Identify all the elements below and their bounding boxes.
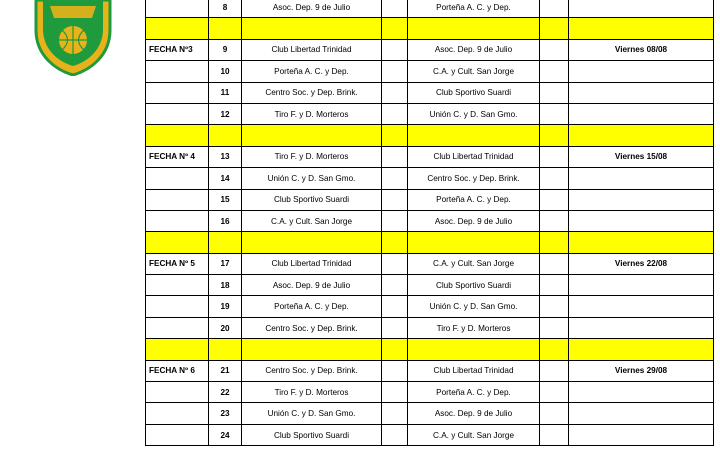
home-score bbox=[382, 360, 408, 381]
match-row bbox=[146, 61, 714, 82]
away-team: Club Libertad Trinidad bbox=[408, 146, 540, 167]
away-score bbox=[540, 168, 569, 189]
separator-cell bbox=[382, 125, 408, 146]
fecha-label bbox=[146, 0, 209, 18]
away-team: Unión C. y D. San Gmo. bbox=[408, 296, 540, 317]
away-score bbox=[540, 189, 569, 210]
match-date: Viernes 29/08 bbox=[569, 360, 714, 381]
match-date bbox=[569, 403, 714, 424]
away-score bbox=[540, 317, 569, 338]
home-team: Centro Soc. y Dep. Brink. bbox=[242, 317, 382, 338]
home-score bbox=[382, 382, 408, 403]
away-team: C.A. y Cult. San Jorge bbox=[408, 61, 540, 82]
away-team: Asoc. Dep. 9 de Julio bbox=[408, 39, 540, 60]
match-row bbox=[146, 0, 714, 18]
fecha-label: FECHA Nº 5 bbox=[146, 253, 209, 274]
match-date bbox=[569, 296, 714, 317]
away-score bbox=[540, 403, 569, 424]
separator-cell bbox=[408, 125, 540, 146]
fecha-label bbox=[146, 210, 209, 231]
fecha-label bbox=[146, 103, 209, 124]
away-score bbox=[540, 82, 569, 103]
match-date bbox=[569, 168, 714, 189]
home-team: Tiro F. y D. Morteros bbox=[242, 382, 382, 403]
separator-cell bbox=[242, 232, 382, 253]
away-score bbox=[540, 146, 569, 167]
home-team: Tiro F. y D. Morteros bbox=[242, 146, 382, 167]
separator-cell bbox=[242, 18, 382, 39]
match-row bbox=[146, 403, 714, 424]
separator-cell bbox=[408, 18, 540, 39]
match-number: 15 bbox=[209, 189, 242, 210]
away-team: Tiro F. y D. Morteros bbox=[408, 317, 540, 338]
separator-cell bbox=[569, 125, 714, 146]
away-team: Asoc. Dep. 9 de Julio bbox=[408, 210, 540, 231]
match-number: 19 bbox=[209, 296, 242, 317]
fixture-table bbox=[145, 0, 714, 446]
away-score bbox=[540, 103, 569, 124]
home-score bbox=[382, 424, 408, 445]
home-score bbox=[382, 168, 408, 189]
home-team: Centro Soc. y Dep. Brink. bbox=[242, 82, 382, 103]
separator-cell bbox=[146, 18, 209, 39]
separator-cell bbox=[209, 339, 242, 360]
match-date bbox=[569, 61, 714, 82]
match-number: 8 bbox=[209, 0, 242, 18]
separator-cell bbox=[408, 232, 540, 253]
home-team: Club Sportivo Suardi bbox=[242, 189, 382, 210]
away-team: Club Sportivo Suardi bbox=[408, 82, 540, 103]
fecha-label: FECHA Nº 6 bbox=[146, 360, 209, 381]
separator-cell bbox=[209, 18, 242, 39]
away-team: Porteña A. C. y Dep. bbox=[408, 382, 540, 403]
away-score bbox=[540, 253, 569, 274]
separator-cell bbox=[540, 339, 569, 360]
home-team: Unión C. y D. San Gmo. bbox=[242, 403, 382, 424]
match-number: 22 bbox=[209, 382, 242, 403]
fecha-label bbox=[146, 82, 209, 103]
match-number: 21 bbox=[209, 360, 242, 381]
home-team: C.A. y Cult. San Jorge bbox=[242, 210, 382, 231]
away-team: Asoc. Dep. 9 de Julio bbox=[408, 403, 540, 424]
home-score bbox=[382, 210, 408, 231]
away-score bbox=[540, 424, 569, 445]
away-team: C.A. y Cult. San Jorge bbox=[408, 253, 540, 274]
match-row bbox=[146, 296, 714, 317]
home-team: Club Libertad Trinidad bbox=[242, 39, 382, 60]
match-date: Viernes 15/08 bbox=[569, 146, 714, 167]
match-row bbox=[146, 146, 714, 167]
separator-cell bbox=[146, 232, 209, 253]
separator-cell bbox=[540, 18, 569, 39]
home-score bbox=[382, 296, 408, 317]
away-team: Unión C. y D. San Gmo. bbox=[408, 103, 540, 124]
match-date: Viernes 22/08 bbox=[569, 253, 714, 274]
match-number: 10 bbox=[209, 61, 242, 82]
fecha-label bbox=[146, 382, 209, 403]
home-team: Club Sportivo Suardi bbox=[242, 424, 382, 445]
home-score bbox=[382, 317, 408, 338]
home-score bbox=[382, 61, 408, 82]
match-row bbox=[146, 275, 714, 296]
match-date bbox=[569, 275, 714, 296]
fecha-label bbox=[146, 275, 209, 296]
match-date bbox=[569, 82, 714, 103]
fecha-label bbox=[146, 61, 209, 82]
home-team: Asoc. Dep. 9 de Julio bbox=[242, 0, 382, 18]
home-score bbox=[382, 275, 408, 296]
match-row bbox=[146, 103, 714, 124]
match-row bbox=[146, 39, 714, 60]
separator-cell bbox=[209, 125, 242, 146]
match-number: 24 bbox=[209, 424, 242, 445]
match-date bbox=[569, 382, 714, 403]
fecha-label: FECHA Nº3 bbox=[146, 39, 209, 60]
separator-row bbox=[146, 125, 714, 146]
home-team: Porteña A. C. y Dep. bbox=[242, 296, 382, 317]
match-number: 23 bbox=[209, 403, 242, 424]
away-score bbox=[540, 39, 569, 60]
separator-cell bbox=[242, 125, 382, 146]
match-date: Viernes 08/08 bbox=[569, 39, 714, 60]
match-number: 16 bbox=[209, 210, 242, 231]
fecha-label bbox=[146, 317, 209, 338]
match-row bbox=[146, 210, 714, 231]
match-number: 20 bbox=[209, 317, 242, 338]
home-score bbox=[382, 103, 408, 124]
away-score bbox=[540, 296, 569, 317]
away-team: Club Sportivo Suardi bbox=[408, 275, 540, 296]
fecha-label bbox=[146, 403, 209, 424]
match-date bbox=[569, 103, 714, 124]
home-score bbox=[382, 82, 408, 103]
away-team: Porteña A. C. y Dep. bbox=[408, 189, 540, 210]
match-row bbox=[146, 189, 714, 210]
fecha-label bbox=[146, 296, 209, 317]
separator-cell bbox=[569, 18, 714, 39]
separator-cell bbox=[382, 232, 408, 253]
fecha-label bbox=[146, 168, 209, 189]
match-number: 11 bbox=[209, 82, 242, 103]
separator-cell bbox=[146, 339, 209, 360]
separator-row bbox=[146, 232, 714, 253]
separator-cell bbox=[382, 18, 408, 39]
home-score bbox=[382, 253, 408, 274]
match-date bbox=[569, 189, 714, 210]
match-row bbox=[146, 253, 714, 274]
separator-cell bbox=[540, 232, 569, 253]
match-row bbox=[146, 317, 714, 338]
away-team: C.A. y Cult. San Jorge bbox=[408, 424, 540, 445]
home-team: Asoc. Dep. 9 de Julio bbox=[242, 275, 382, 296]
home-score bbox=[382, 0, 408, 18]
home-score bbox=[382, 403, 408, 424]
separator-cell bbox=[408, 339, 540, 360]
fecha-label bbox=[146, 189, 209, 210]
separator-cell bbox=[569, 339, 714, 360]
match-date bbox=[569, 0, 714, 18]
separator-cell bbox=[242, 339, 382, 360]
match-date bbox=[569, 424, 714, 445]
home-score bbox=[382, 39, 408, 60]
match-number: 17 bbox=[209, 253, 242, 274]
match-row bbox=[146, 82, 714, 103]
away-team: Porteña A. C. y Dep. bbox=[408, 0, 540, 18]
away-score bbox=[540, 275, 569, 296]
home-team: Centro Soc. y Dep. Brink. bbox=[242, 360, 382, 381]
match-row bbox=[146, 168, 714, 189]
separator-cell bbox=[382, 339, 408, 360]
association-logo bbox=[28, 0, 118, 76]
match-row bbox=[146, 424, 714, 445]
away-score bbox=[540, 0, 569, 18]
home-team: Unión C. y D. San Gmo. bbox=[242, 168, 382, 189]
home-team: Porteña A. C. y Dep. bbox=[242, 61, 382, 82]
fecha-label: FECHA Nº 4 bbox=[146, 146, 209, 167]
match-date bbox=[569, 210, 714, 231]
match-number: 9 bbox=[209, 39, 242, 60]
away-score bbox=[540, 61, 569, 82]
away-team: Centro Soc. y Dep. Brink. bbox=[408, 168, 540, 189]
fecha-label bbox=[146, 424, 209, 445]
separator-cell bbox=[569, 232, 714, 253]
away-score bbox=[540, 382, 569, 403]
separator-cell bbox=[540, 125, 569, 146]
separator-row bbox=[146, 18, 714, 39]
away-score bbox=[540, 210, 569, 231]
home-score bbox=[382, 189, 408, 210]
home-score bbox=[382, 146, 408, 167]
home-team: Club Libertad Trinidad bbox=[242, 253, 382, 274]
match-number: 12 bbox=[209, 103, 242, 124]
match-row bbox=[146, 360, 714, 381]
home-team: Tiro F. y D. Morteros bbox=[242, 103, 382, 124]
away-score bbox=[540, 360, 569, 381]
match-row bbox=[146, 382, 714, 403]
match-number: 13 bbox=[209, 146, 242, 167]
separator-cell bbox=[209, 232, 242, 253]
match-date bbox=[569, 317, 714, 338]
separator-row bbox=[146, 339, 714, 360]
match-number: 18 bbox=[209, 275, 242, 296]
separator-cell bbox=[146, 125, 209, 146]
away-team: Club Libertad Trinidad bbox=[408, 360, 540, 381]
match-number: 14 bbox=[209, 168, 242, 189]
